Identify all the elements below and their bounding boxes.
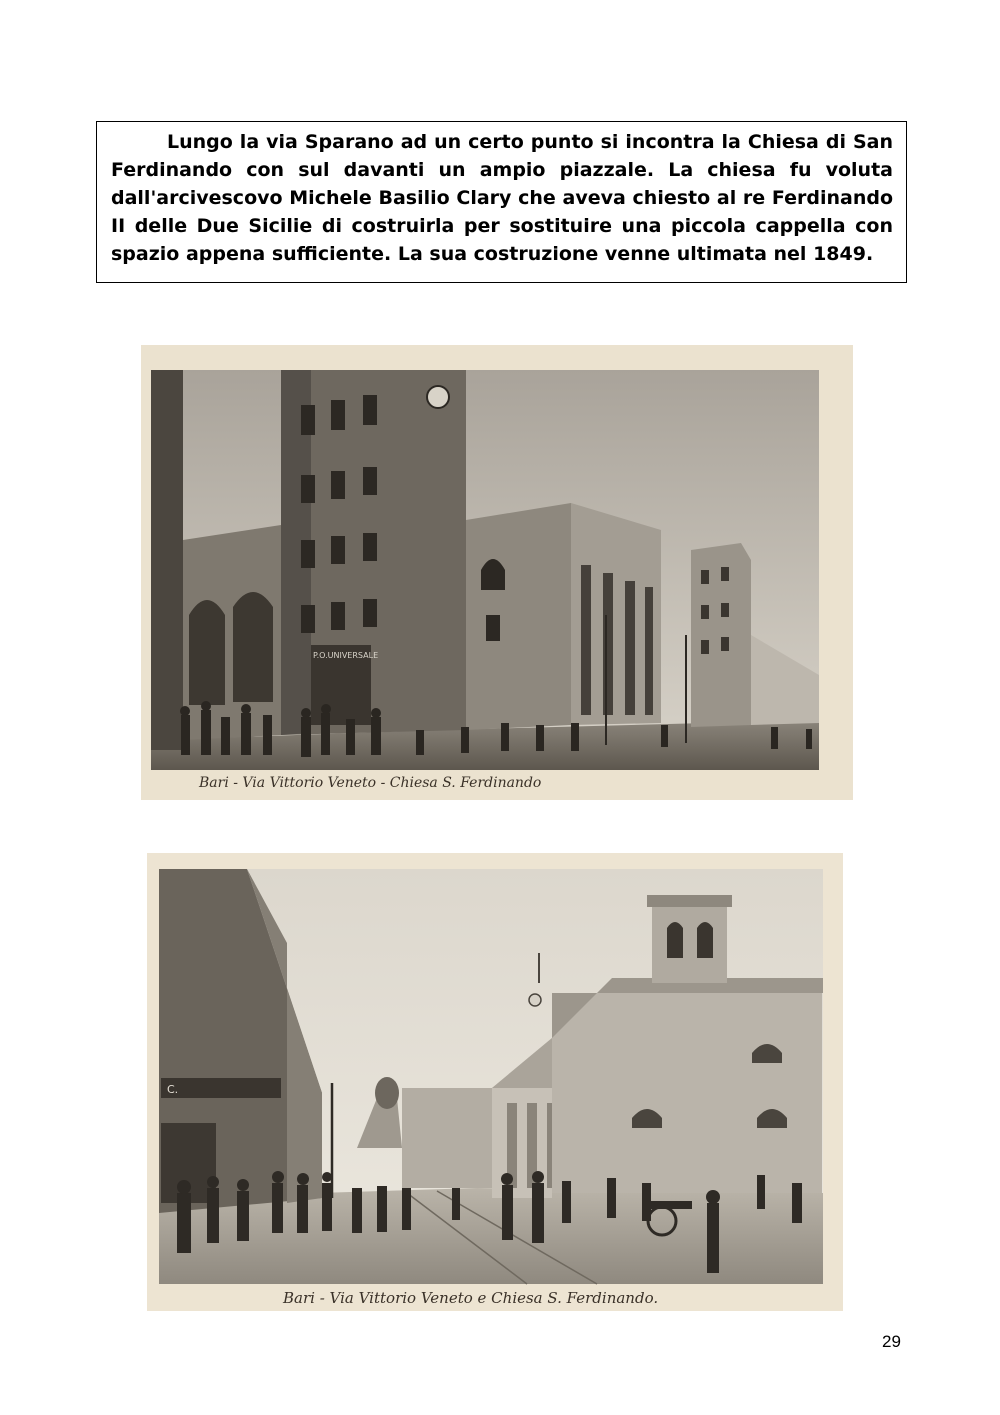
postcard-2-caption: Bari - Via Vittorio Veneto e Chiesa S. Ferdinando. <box>283 1289 659 1307</box>
postcard-2 <box>147 853 843 1311</box>
shop-sign: P.O.UNIVERSALE <box>313 651 379 660</box>
postcard-1-caption: Bari - Via Vittorio Veneto - Chiesa S. Ferdinando <box>199 775 542 791</box>
postcard-1-photo <box>141 345 853 800</box>
intro-text-box <box>96 121 907 283</box>
postcard-1 <box>141 345 853 800</box>
intro-paragraph: Lungo la via Sparano ad un certo punto si incontra la Chiesa di San Ferdinando con sul davanti un ampio piazzale. La chiesa fu voluta dall'arcivescovo Michele Basilio Clary che aveva chiesto al re Ferdinando II delle Due Sicilie di costruirla per sostituire una piccola cappella con spazio appena sufficiente. La sua costruzione venne ultimata nel 1849. <box>111 131 893 265</box>
page-number: 29 <box>882 1332 901 1351</box>
store-sign: C. <box>167 1083 179 1096</box>
postcard-2-photo <box>147 853 843 1311</box>
bell-tower <box>652 903 727 983</box>
church <box>552 993 822 1193</box>
